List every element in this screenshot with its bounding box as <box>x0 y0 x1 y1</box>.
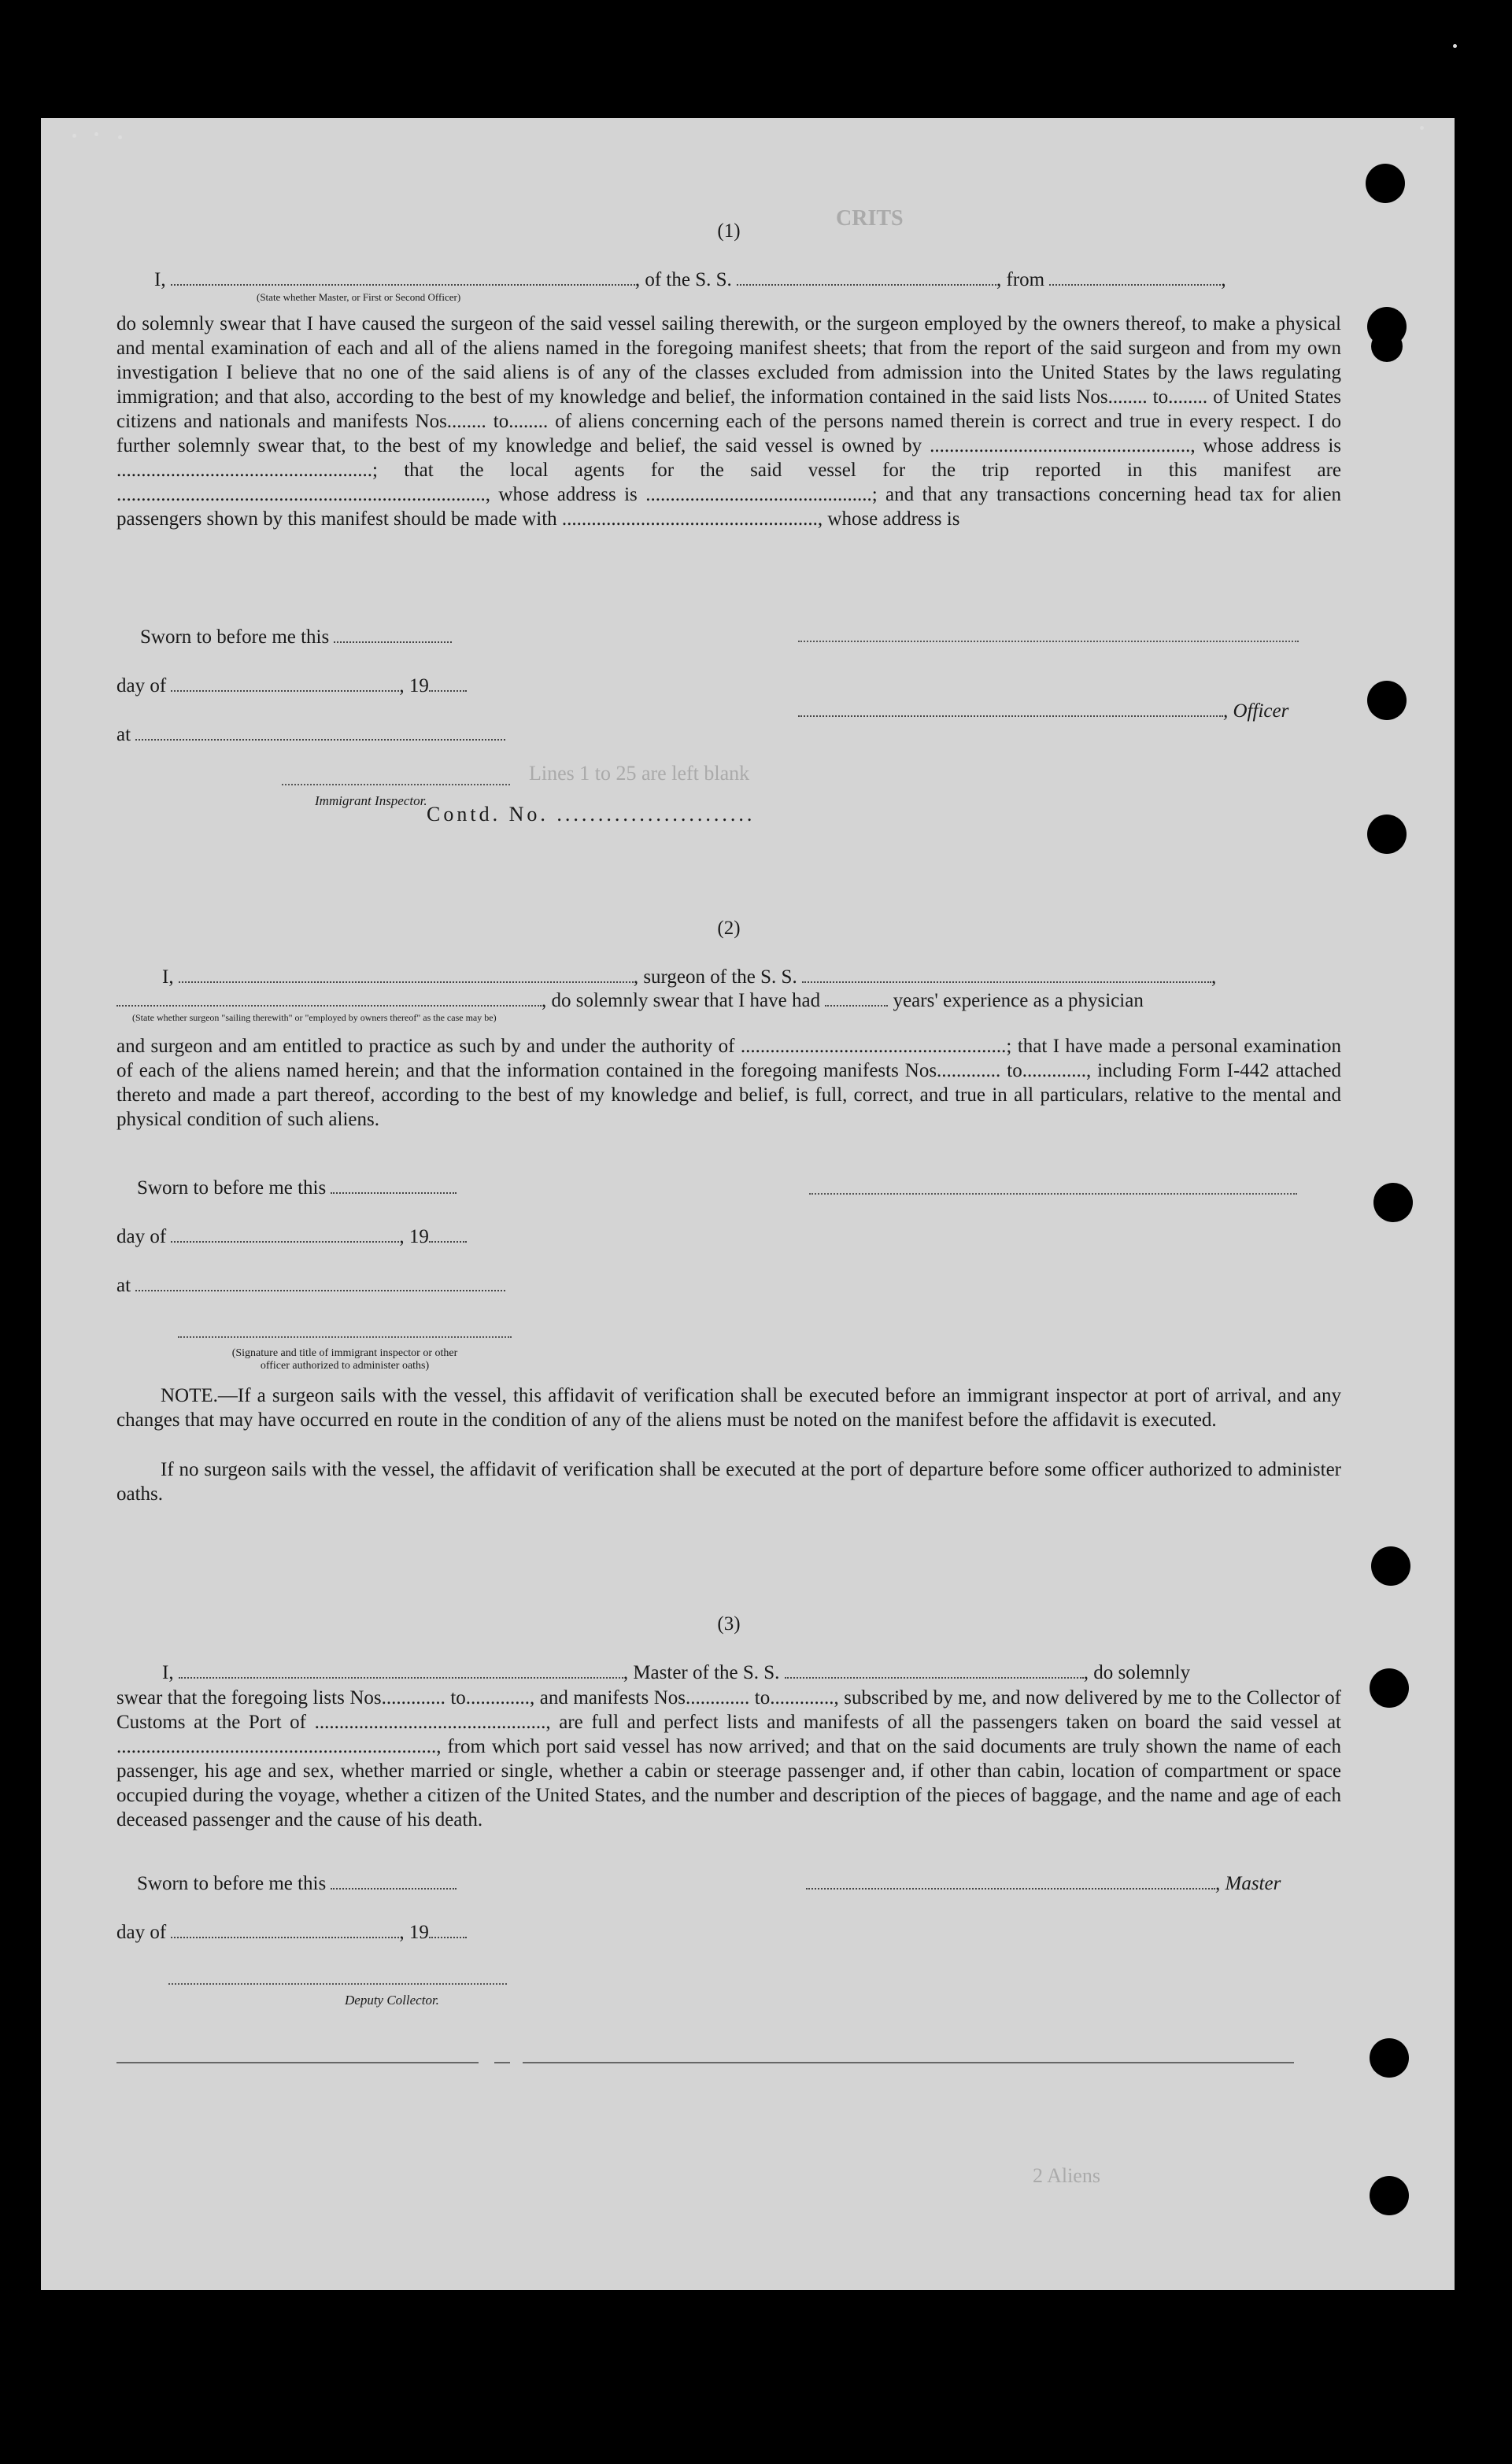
section-2-line-2 <box>116 988 1144 1013</box>
master-name-field[interactable] <box>171 270 635 286</box>
section-2-number: (2) <box>717 918 741 939</box>
text: , Master of the S. S. <box>623 1662 780 1683</box>
section-2-body: and surgeon and am entitled to practice as such by and under the authority of ......................................................; that I have made a personal examination of each of the aliens named herein; and that the information contained in the foregoing manifests Nos............. to............., including Form I-442 attached thereto and made a part thereof, according to the best of my knowledge and belief, is full, correct, and true in all particulars, relative to the mental and physical condition of such aliens. <box>116 1036 1341 1130</box>
section-2-line-1: I, , surgeon of the S. S. , <box>162 966 1217 988</box>
surgeon-status-field[interactable] <box>116 991 542 1007</box>
at-field[interactable] <box>135 1276 505 1291</box>
inspector-signature-line[interactable] <box>178 1336 512 1338</box>
year-field[interactable] <box>429 1923 467 1938</box>
punch-hole <box>1367 681 1407 720</box>
bleed-through-header: CRITS <box>836 206 904 231</box>
border-speck <box>72 134 76 138</box>
officer-title-line <box>798 699 1288 723</box>
text: at <box>116 1275 131 1296</box>
border-speck <box>94 132 98 136</box>
text: , Master <box>1215 1873 1281 1894</box>
punch-hole <box>1370 1668 1409 1708</box>
inspector-signature-line[interactable] <box>282 784 510 785</box>
surgeon-status-note: (State whether surgeon "sailing therewith" or "employed by owners thereof" as the case may be) <box>132 1012 497 1023</box>
bleed-through-bottom: 2 Aliens <box>1033 2164 1100 2187</box>
text: , surgeon of the S. S. <box>633 966 797 988</box>
punch-hole <box>1370 2038 1409 2078</box>
from-port-field[interactable] <box>1049 270 1221 286</box>
signature-title-note: (Signature and title of immigrant inspector or other officer authorized to administer oaths) <box>231 1347 458 1372</box>
at-line <box>116 722 505 747</box>
text: , do solemnly swear that I have had <box>542 990 821 1011</box>
text: I, <box>154 269 166 290</box>
day-of-field[interactable] <box>171 1227 399 1243</box>
section-1-body: do solemnly swear that I have caused the surgeon of the said vessel sailing therewith, or the surgeon employed by the owners thereof, to make a physical and mental examination of each and all of the aliens named in the foregoing manifest sheets; that from the report of the said surgeon and from my own investigation I believe that no one of the said aliens is of any of the classes excluded from admission into the United States by the laws regulating immigration; and that also, according to the best of my knowledge and belief, the information contained in the said lists Nos........ to........ of United States citizens and nationals and manifests Nos........ to........ of aliens concerning each of the persons named therein is correct and true in every respect. I do further solemnly swear that, to the best of my knowledge and belief, the said vessel is owned by ....................................................., whose address is ....................................................; that the local agents for the said vessel for the trip reported in this manifest are ..........................................................................., whose address is ..............................................; and that any transactions concerning head tax for alien passengers shown by this manifest should be made with ...................................................., whose address is <box>116 313 1341 530</box>
text: , do solemnly <box>1083 1662 1191 1683</box>
master-vessel-field[interactable] <box>785 1663 1084 1679</box>
text: , 19 <box>399 1922 429 1943</box>
surgeon-note-2: If no surgeon sails with the vessel, the affidavit of verification shall be executed at the port of departure before some officer authorized to administer oaths. <box>116 1459 1341 1505</box>
bottom-rule-mid <box>494 2062 510 2063</box>
surgeon-signature-line[interactable] <box>809 1193 1297 1195</box>
surgeon-name-field[interactable] <box>179 967 634 983</box>
inspector-label: Immigrant Inspector. <box>315 793 427 808</box>
master-name-field[interactable] <box>179 1663 623 1679</box>
section-1-number: (1) <box>717 220 741 242</box>
punch-hole <box>1373 1183 1413 1222</box>
section-3-body: swear that the foregoing lists Nos............. to............., and manifests Nos............. to............., subscribed by me, and now delivered by me to the Collector of Customs at the Port of ..............................................., are full and perfect lists and manifests of all the passengers taken on board the said vessel at ................................................................., from which port said vessel has now arrived; and that on the said documents are truly shown the name of each passenger, his age and sex, whether married or single, whether a cabin or steerage passenger and, if other than cabin, location of compartment or space occupied during the voyage, whether a citizen of the United States, and the number and description of the pieces of baggage, and the name and age of each deceased passenger and the cause of his death. <box>116 1687 1341 1830</box>
officer-title-field[interactable] <box>798 701 1223 717</box>
day-of-line <box>116 1920 467 1945</box>
year-field[interactable] <box>429 1227 467 1243</box>
years-experience-field[interactable] <box>825 991 888 1007</box>
sworn-date-field[interactable] <box>334 627 452 643</box>
day-of-line <box>116 674 467 698</box>
day-of-field[interactable] <box>171 676 399 692</box>
sworn-date-field[interactable] <box>331 1874 457 1890</box>
text: I, <box>162 966 174 988</box>
vessel-name-field[interactable] <box>737 270 996 286</box>
at-line <box>116 1273 505 1298</box>
text: day of <box>116 1226 167 1247</box>
section-3-number: (3) <box>717 1613 741 1635</box>
bleed-through-line: Lines 1 to 25 are left blank <box>529 762 750 785</box>
text: years' experience as a physician <box>893 990 1144 1011</box>
border-speck <box>118 135 122 139</box>
border-speck <box>1420 126 1424 130</box>
text: Sworn to before me this <box>137 1177 327 1199</box>
text: Sworn to before me this <box>140 626 330 648</box>
text: , Officer <box>1223 700 1289 722</box>
punch-hole <box>1366 164 1405 203</box>
border-speck <box>1453 44 1457 48</box>
sworn-label <box>137 1176 457 1200</box>
officer-signature-line[interactable] <box>798 641 1299 642</box>
text: Sworn to before me this <box>137 1873 327 1894</box>
text: I, <box>162 1662 174 1683</box>
sworn-label <box>140 625 452 649</box>
collector-signature-line[interactable] <box>168 1983 507 1985</box>
text: day of <box>116 675 167 696</box>
punch-hole <box>1370 2176 1409 2215</box>
day-of-line <box>116 1225 467 1249</box>
at-field[interactable] <box>135 725 505 741</box>
officer-rank-note: (State whether Master, or First or Second Officer) <box>257 291 461 303</box>
day-of-field[interactable] <box>171 1923 399 1938</box>
bottom-rule-right <box>523 2062 1294 2063</box>
sworn-date-field[interactable] <box>331 1178 457 1194</box>
surgeon-note <box>116 1383 1341 1432</box>
document-page <box>41 118 1455 2290</box>
text: at <box>116 724 131 745</box>
text: , from <box>996 269 1045 290</box>
text: , of the S. S. <box>634 269 732 290</box>
section-1-line-1: I, , of the S. S. , from , <box>154 269 1226 290</box>
text: day of <box>116 1922 167 1943</box>
sworn-label <box>137 1871 457 1896</box>
note-text: —If a surgeon sails with the vessel, this affidavit of verification shall be executed before an immigrant inspector at port of arrival, and any changes that may have occurred en route in the condition of any of the aliens must be noted on the manifest before the affidavit is executed. <box>116 1385 1341 1431</box>
punch-hole <box>1371 1546 1410 1586</box>
punch-hole <box>1371 331 1403 362</box>
master-signature-line <box>806 1871 1281 1896</box>
section-3-line-1 <box>162 1661 1190 1685</box>
text: , 19 <box>399 1226 429 1247</box>
collector-label: Deputy Collector. <box>345 1993 439 2008</box>
master-signature-field[interactable] <box>806 1874 1215 1890</box>
surgeon-vessel-field[interactable] <box>802 967 1211 983</box>
year-field[interactable] <box>429 676 467 692</box>
bleed-through-contd: Contd. No. ........................ <box>427 803 756 826</box>
note-label: NOTE. <box>161 1385 218 1406</box>
text: , 19 <box>399 675 429 696</box>
bottom-rule-left <box>116 2062 479 2063</box>
punch-hole <box>1367 815 1407 854</box>
